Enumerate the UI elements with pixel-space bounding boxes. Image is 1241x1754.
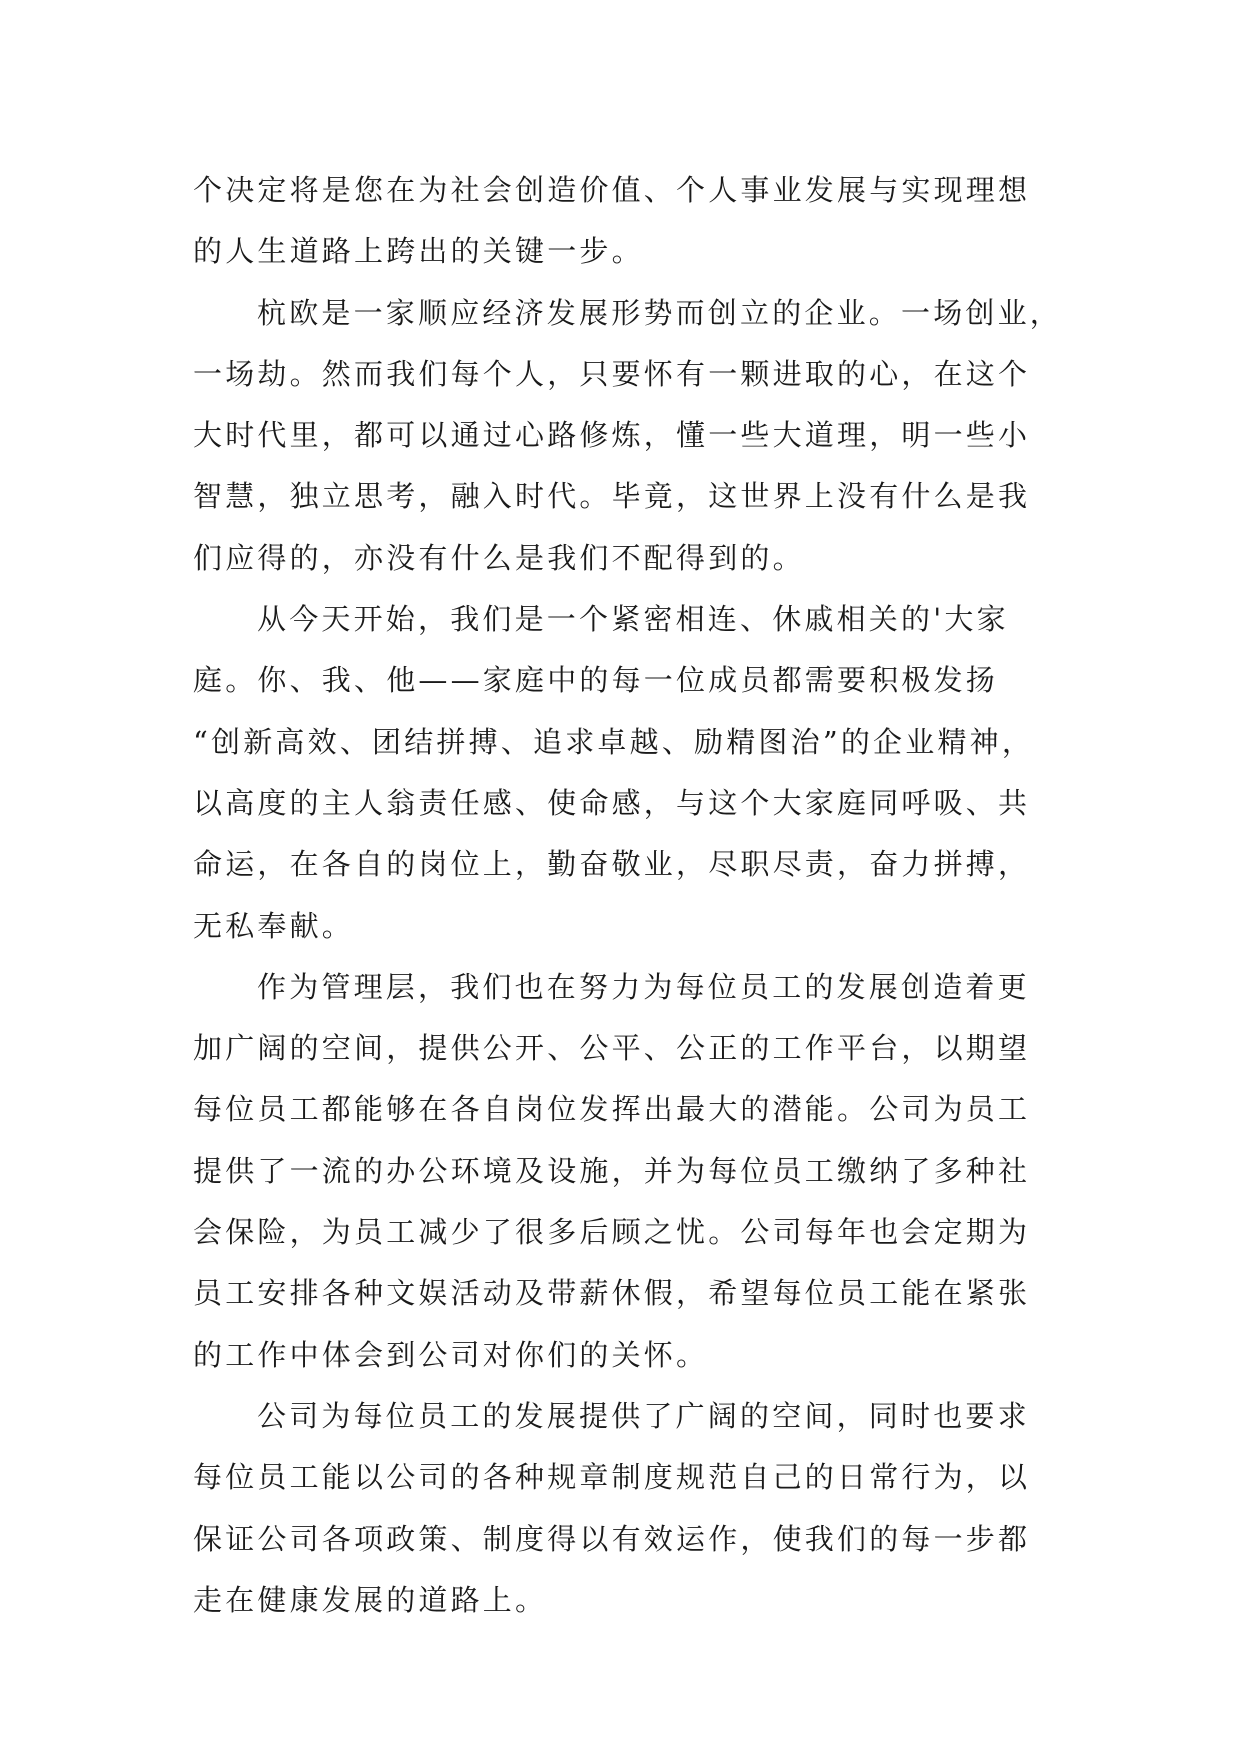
paragraph-first-line: 作为管理层，我们也在努力为每位员工的发展创造着更 bbox=[257, 969, 1030, 1004]
text-line: 大时代里，都可以通过心路修炼，懂一些大道理，明一些小 bbox=[193, 418, 1031, 453]
text-line: 庭。你、我、他——家庭中的每一位成员都需要积极发扬 bbox=[193, 663, 999, 698]
text-line: 每位员工能以公司的各种规章制度规范自己的日常行为，以 bbox=[193, 1460, 1031, 1495]
paragraph-first-line: 从今天开始，我们是一个紧密相连、休戚相关的'大家 bbox=[257, 602, 1009, 637]
text-line: 个决定将是您在为社会创造价值、个人事业发展与实现理想 bbox=[193, 173, 1031, 207]
text-line: “创新高效、团结拼搏、追求卓越、励精图治”的企业精神， bbox=[193, 724, 1035, 759]
text-line: 提供了一流的办公环境及设施，并为每位员工缴纳了多种社 bbox=[193, 1153, 1031, 1188]
text-line: 会保险，为员工减少了很多后顾之忧。公司每年也会定期为 bbox=[193, 1215, 1031, 1250]
text-line: 智慧，独立思考，融入时代。毕竟，这世界上没有什么是我 bbox=[193, 479, 1031, 514]
text-line: 保证公司各项政策、制度得以有效运作，使我们的每一步都 bbox=[193, 1521, 1031, 1556]
text-line: 的工作中体会到公司对你们的关怀。 bbox=[193, 1337, 709, 1372]
paragraph-first-line: 杭欧是一家顺应经济发展形势而创立的企业。一场创业， bbox=[257, 295, 1063, 330]
document-body bbox=[193, 160, 1073, 1631]
text-line: 以高度的主人翁责任感、使命感，与这个大家庭同呼吸、共 bbox=[193, 785, 1031, 820]
text-line: 每位员工都能够在各自岗位发挥出最大的潜能。公司为员工 bbox=[193, 1092, 1031, 1127]
text-line: 一场劫。然而我们每个人，只要怀有一颗进取的心，在这个 bbox=[193, 356, 1031, 391]
text-line: 员工安排各种文娱活动及带薪休假，希望每位员工能在紧张 bbox=[193, 1276, 1031, 1311]
text-line: 加广阔的空间，提供公开、公平、公正的工作平台，以期望 bbox=[193, 1031, 1031, 1066]
text-line: 们应得的，亦没有什么是我们不配得到的。 bbox=[193, 540, 805, 575]
text-line: 的人生道路上跨出的关键一步。 bbox=[193, 234, 644, 269]
text-line: 命运，在各自的岗位上，勤奋敬业，尽职尽责，奋力拼搏， bbox=[193, 847, 1031, 882]
paragraph-first-line: 公司为每位员工的发展提供了广阔的空间，同时也要求 bbox=[257, 1398, 1030, 1433]
text-line: 走在健康发展的道路上。 bbox=[193, 1582, 548, 1617]
text-line: 无私奉献。 bbox=[193, 908, 355, 943]
